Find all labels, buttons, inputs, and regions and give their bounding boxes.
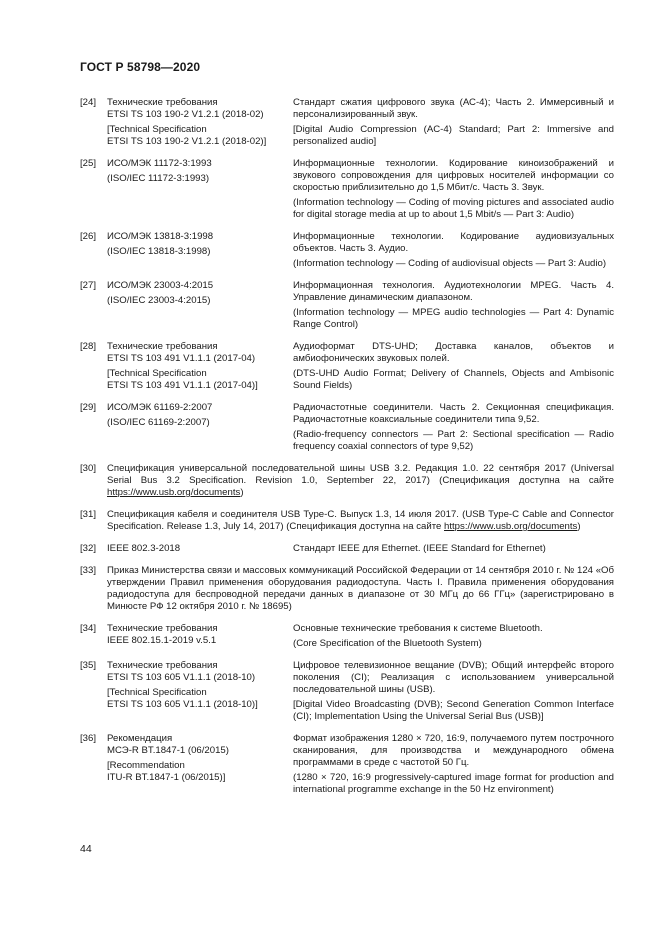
reference-number: [29]: [80, 402, 97, 413]
reference-entry: [80, 280, 614, 331]
title-paragraph: Стандарт сжатия цифрового звука (АС-4); Часть 2. Иммерсивный и персонализированный звук.: [293, 97, 614, 120]
title-paragraph: Основные технические требования к системе Bluetooth.: [293, 623, 543, 634]
reference-link[interactable]: https://www.usb.org/documents: [107, 487, 241, 498]
bibliography-list: [80, 97, 614, 806]
designation-line: Технические требования IEEE 802.15.1-2019 v.5.1: [107, 623, 218, 646]
document-header: ГОСТ Р 58798—2020: [80, 60, 201, 74]
reference-number: [27]: [80, 280, 97, 291]
reference-title: [293, 341, 614, 392]
reference-number: [35]: [80, 660, 97, 671]
title-paragraph: Информационные технологии. Кодирование аудиовизуальных объектов. Часть 3. Аудио.: [293, 231, 614, 254]
reference-title: [293, 623, 614, 650]
reference-number: [30]: [80, 463, 97, 474]
reference-designation: [107, 543, 287, 555]
title-paragraph: Стандарт IEEE для Ethernet. (IEEE Standard for Ethernet): [293, 543, 546, 554]
reference-tail: ): [240, 487, 244, 498]
reference-number: [28]: [80, 341, 97, 352]
reference-number: [32]: [80, 543, 97, 554]
page-number: 44: [80, 843, 92, 855]
title-paragraph: Информационные технологии. Кодирование киноизображений и звукового сопровождения для цифровых носителей информации со скоростью приблизительно до 1,5 Мбит/с. Часть 3. Звук.: [293, 158, 614, 193]
reference-title: [293, 543, 614, 555]
designation-line: IEEE 802.3-2018: [107, 543, 181, 554]
title-paragraph: Цифровое телевизионное вещание (DVB); Общий интерфейс второго поколения (CI); Реализация с использованием универсальной последовательной шины (USB).: [293, 660, 614, 695]
reference-entry: [80, 660, 614, 723]
reference-text: [107, 509, 614, 533]
reference-title: [293, 97, 614, 148]
reference-title: [293, 660, 614, 723]
reference-number: [25]: [80, 158, 97, 169]
reference-designation: [107, 341, 287, 392]
designation-line: [Recommendation ITU-R BT.1847-1 (06/2015)]: [107, 760, 226, 783]
reference-number: [26]: [80, 231, 97, 242]
title-paragraph: (Information technology — Coding of moving pictures and associated audio for digital storage media at up to about 1,5 Mbit/s — Part 3: Audio): [293, 197, 614, 220]
designation-line: (ISO/IEC 13818-3:1998): [107, 246, 211, 257]
reference-designation: [107, 280, 287, 331]
reference-entry: [80, 623, 614, 650]
reference-entry: [80, 509, 614, 533]
reference-tail: ): [577, 521, 581, 532]
designation-line: Технические требования ETSI TS 103 491 V1.1.1 (2017-04): [107, 341, 256, 364]
designation-line: Рекомендация МСЭ-R BT.1847-1 (06/2015): [107, 733, 229, 756]
reference-text: [107, 565, 614, 613]
reference-entry: [80, 341, 614, 392]
designation-line: (ISO/IEC 61169-2:2007): [107, 417, 210, 428]
reference-entry: [80, 463, 614, 499]
designation-line: (ISO/IEC 11172-3:1993): [107, 173, 210, 184]
reference-entry: [80, 97, 614, 148]
title-paragraph: (1280 × 720, 16:9 progressively-captured image format for production and international programme exchange in the 50 Hz environment): [293, 772, 614, 795]
title-paragraph: (Core Specification of the Bluetooth System): [293, 638, 482, 649]
reference-body: Спецификация кабеля и соединителя USB Type-C. Выпуск 1.3, 14 июля 2017. (USB Type-C Cable and Connector Specification. Release 1.3, July 14, 2017) (Спецификация доступна на сайте: [107, 509, 614, 532]
designation-line: ИСО/МЭК 11172-3:1993: [107, 158, 212, 169]
title-paragraph: (Information technology — Coding of audiovisual objects — Part 3: Audio): [293, 258, 607, 269]
designation-line: Технические требования ETSI TS 103 190-2 V1.2.1 (2018-02): [107, 97, 264, 120]
reference-body: Спецификация универсальной последовательной шины USB 3.2. Редакция 1.0. 22 сентября 2017 (Universal Serial Bus 3.2 Specification. Revision 1.0, September 22, 2017) (Спецификация доступна на сайте: [107, 463, 614, 486]
reference-number: [33]: [80, 565, 97, 576]
reference-entry: [80, 402, 614, 453]
designation-line: [Technical Specification ETSI TS 103 491 V1.1.1 (2017-04)]: [107, 368, 258, 391]
reference-number: [24]: [80, 97, 97, 108]
designation-line: (ISO/IEC 23003-4:2015): [107, 295, 211, 306]
title-paragraph: (Information technology — MPEG audio technologies — Part 4: Dynamic Range Control): [293, 307, 614, 330]
reference-entry: [80, 733, 614, 796]
reference-designation: [107, 231, 287, 270]
designation-line: ИСО/МЭК 23003-4:2015: [107, 280, 214, 291]
reference-body: Приказ Министерства связи и массовых коммуникаций Российской Федерации от 14 сентября 2010 г. № 124 «Об утверждении Правил применения оборудования радиодоступа. Часть I. Правила применения оборудования радиодоступа для беспроводной передачи данных в диапазоне от 30 МГц до 66 ГГц» (зарегистрировано в Минюсте РФ 12 октября 2010 г. № 18695): [107, 565, 614, 612]
designation-line: [Technical Specification ETSI TS 103 190-2 V1.2.1 (2018-02)]: [107, 124, 267, 147]
reference-entry: [80, 231, 614, 270]
reference-designation: [107, 402, 287, 453]
reference-entry: [80, 543, 614, 555]
designation-line: [Technical Specification ETSI TS 103 605 V1.1.1 (2018-10)]: [107, 687, 258, 710]
title-paragraph: Информационная технология. Аудиотехнологии MPEG. Часть 4. Управление динамическим диапазоном.: [293, 280, 614, 303]
reference-title: [293, 733, 614, 796]
reference-title: [293, 280, 614, 331]
title-paragraph: Формат изображения 1280 × 720, 16:9, получаемого путем построчного сканирования, для производства и международного обмена программами в среде с частотой 50 Гц.: [293, 733, 614, 768]
title-paragraph: [Digital Video Broadcasting (DVB); Second Generation Common Interface (CI); Implementation Using the Universal Serial Bus (USB)]: [293, 699, 614, 722]
title-paragraph: (Radio-frequency connectors — Part 2: Sectional specification — Radio frequency coaxial connectors of type 9,52): [293, 429, 614, 452]
reference-text: [107, 463, 614, 499]
reference-link[interactable]: https://www.usb.org/documents: [444, 521, 578, 532]
title-paragraph: (DTS-UHD Audio Format; Delivery of Channels, Objects and Ambisonic Sound Fields): [293, 368, 614, 391]
reference-title: [293, 158, 614, 221]
title-paragraph: Аудиоформат DTS-UHD; Доставка каналов, объектов и амбиофонических звуковых полей.: [293, 341, 614, 364]
reference-entry: [80, 158, 614, 221]
reference-designation: [107, 660, 287, 723]
reference-title: [293, 402, 614, 453]
title-paragraph: [Digital Audio Compression (AC-4) Standard; Part 2: Immersive and personalized audio]: [293, 124, 614, 147]
designation-line: ИСО/МЭК 13818-3:1998: [107, 231, 214, 242]
reference-entry: [80, 565, 614, 613]
designation-line: Технические требования ETSI TS 103 605 V1.1.1 (2018-10): [107, 660, 256, 683]
designation-line: ИСО/МЭК 61169-2:2007: [107, 402, 213, 413]
reference-designation: [107, 623, 287, 650]
reference-title: [293, 231, 614, 270]
reference-number: [31]: [80, 509, 97, 520]
reference-number: [34]: [80, 623, 97, 634]
reference-number: [36]: [80, 733, 97, 744]
reference-designation: [107, 97, 287, 148]
title-paragraph: Радиочастотные соединители. Часть 2. Секционная спецификация. Радиочастотные коаксиальные соединители типа 9,52.: [293, 402, 614, 425]
reference-designation: [107, 733, 287, 796]
reference-designation: [107, 158, 287, 221]
